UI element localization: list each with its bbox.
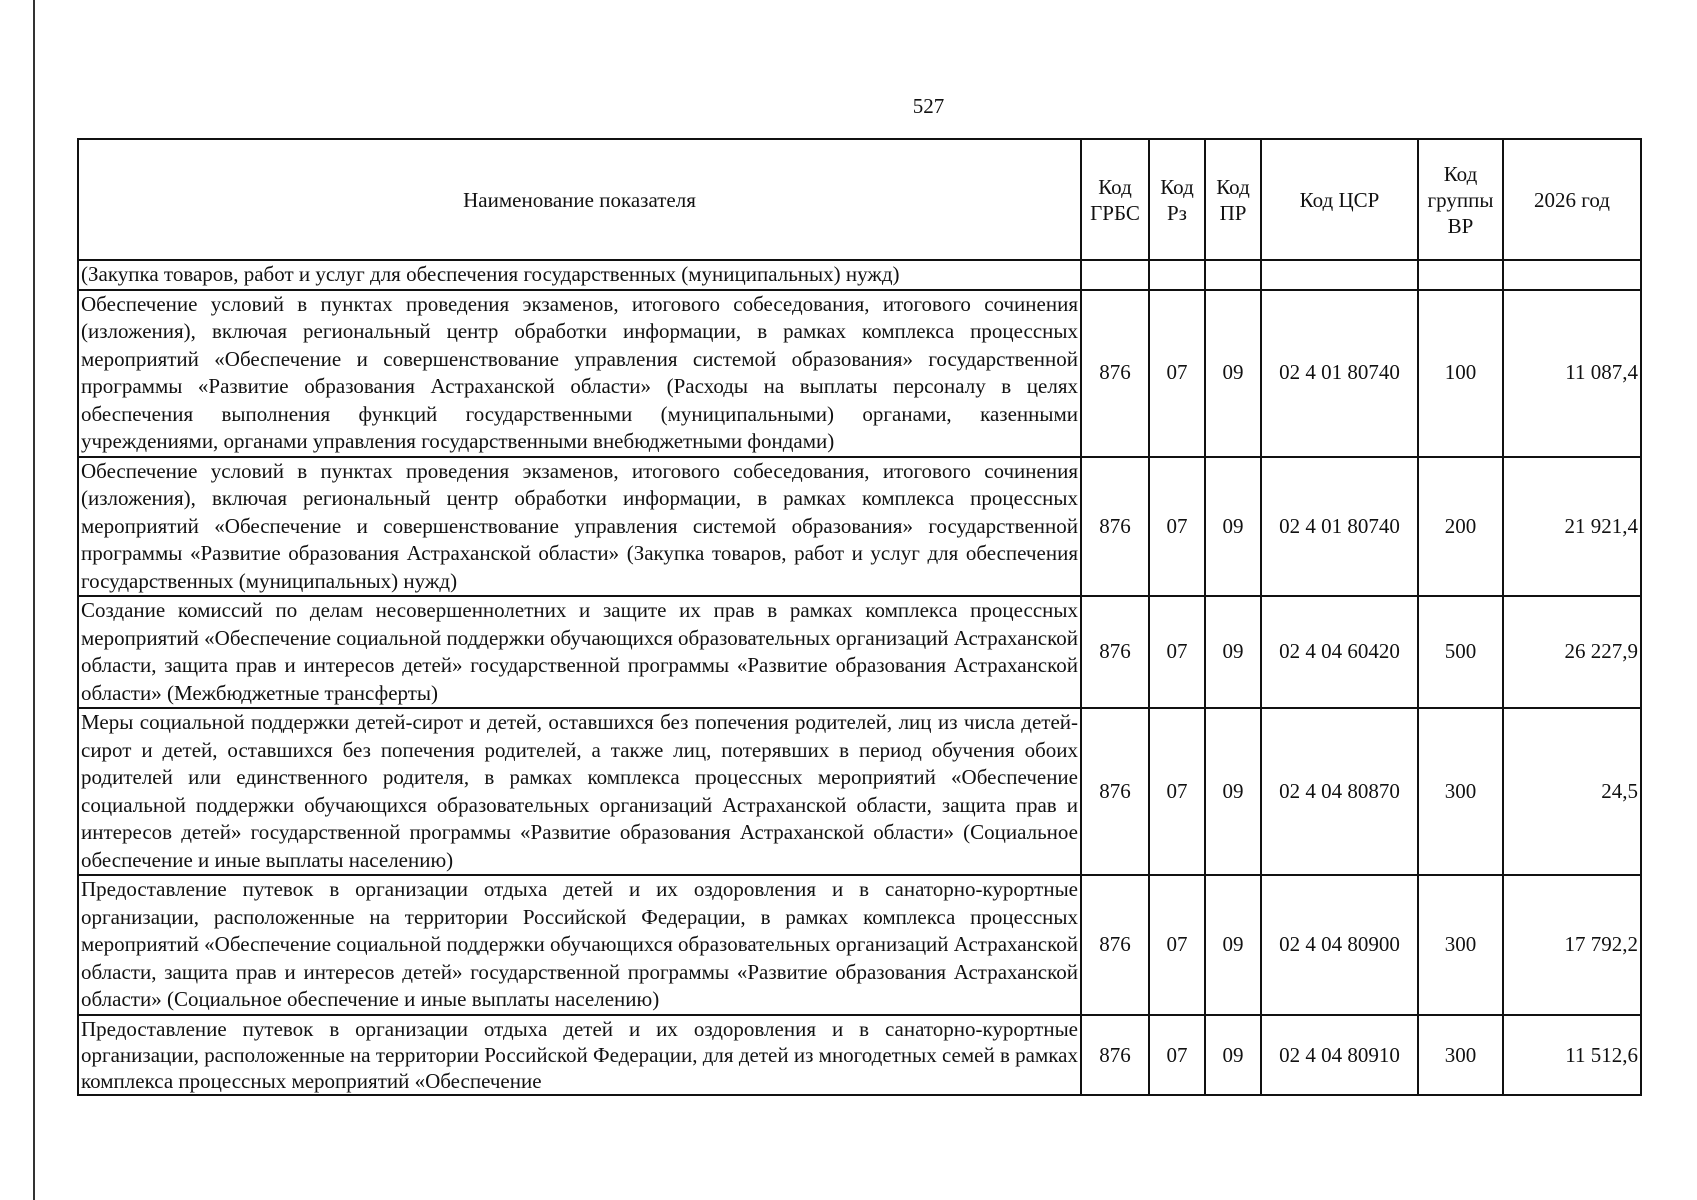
row-rz	[1149, 260, 1205, 290]
header-vr-line2: группы	[1427, 187, 1494, 212]
page-number: 527	[912, 94, 945, 118]
header-pr-line1: Код	[1216, 174, 1250, 199]
header-grbs-line2: ГРБС	[1090, 200, 1140, 225]
row-sum: 11 512,6	[1503, 1015, 1641, 1095]
row-name: Обеспечение условий в пунктах проведения экзаменов, итогового собеседования, итогового сочинения (изложения), включая региональный центр обработки информации, в рамках комплекса процессных мероприятий «Обеспечение и совершенствование управления системой образования» государственной программы «Развитие образования Астраханской области» (Закупка товаров, работ и услуг для обеспечения государственных (муниципальных) нужд)	[78, 457, 1081, 597]
row-grbs: 876	[1081, 457, 1149, 597]
row-grbs: 876	[1081, 1015, 1149, 1095]
header-year: 2026 год	[1503, 139, 1641, 260]
row-pr: 09	[1205, 596, 1261, 708]
table-row	[78, 596, 1641, 708]
row-grbs: 876	[1081, 290, 1149, 457]
row-name: Предоставление путевок в организации отдыха детей и их оздоровления и в санаторно-курортные организации, расположенные на территории Российской Федерации, в рамках комплекса процессных мероприятий «Обеспечение социальной поддержки обучающихся образовательных организаций Астраханской области, защита прав и интересов детей» государственной программы «Развитие образования Астраханской области» (Социальное обеспечение и иные выплаты населению)	[78, 875, 1081, 1015]
row-rz: 07	[1149, 708, 1205, 875]
table-row	[78, 1015, 1641, 1095]
row-vr: 500	[1418, 596, 1503, 708]
row-rz: 07	[1149, 290, 1205, 457]
row-name: Обеспечение условий в пунктах проведения экзаменов, итогового собеседования, итогового сочинения (изложения), включая региональный центр обработки информации, в рамках комплекса процессных мероприятий «Обеспечение и совершенствование управления системой образования» государственной программы «Развитие образования Астраханской области» (Расходы на выплаты персоналу в целях обеспечения выполнения функций государственными (муниципальными) органами, казенными учреждениями, органами управления государственными внебюджетными фондами)	[78, 290, 1081, 457]
row-vr: 300	[1418, 875, 1503, 1015]
row-pr: 09	[1205, 875, 1261, 1015]
header-rz-line1: Код	[1160, 174, 1194, 199]
row-sum: 24,5	[1503, 708, 1641, 875]
row-pr	[1205, 260, 1261, 290]
row-pr: 09	[1205, 708, 1261, 875]
row-rz: 07	[1149, 457, 1205, 597]
table-header-row	[78, 139, 1641, 260]
row-sum: 17 792,2	[1503, 875, 1641, 1015]
header-rz	[1149, 139, 1205, 260]
table-row	[78, 875, 1641, 1015]
row-grbs: 876	[1081, 708, 1149, 875]
row-vr: 200	[1418, 457, 1503, 597]
row-name: (Закупка товаров, работ и услуг для обеспечения государственных (муниципальных) нужд)	[78, 260, 1081, 290]
header-pr-line2: ПР	[1219, 200, 1247, 225]
row-vr: 100	[1418, 290, 1503, 457]
table-row	[78, 290, 1641, 457]
header-pr	[1205, 139, 1261, 260]
row-vr: 300	[1418, 1015, 1503, 1095]
row-csr: 02 4 04 80910	[1261, 1015, 1418, 1095]
header-vr-line1: Код	[1443, 161, 1478, 186]
row-rz: 07	[1149, 875, 1205, 1015]
table-row	[78, 457, 1641, 597]
header-grbs	[1081, 139, 1149, 260]
row-csr: 02 4 01 80740	[1261, 457, 1418, 597]
row-rz: 07	[1149, 596, 1205, 708]
row-name: Предоставление путевок в организации отдыха детей и их оздоровления и в санаторно-курортные организации, расположенные на территории Российской Федерации, для детей из многодетных семей в рамках комплекса процессных мероприятий «Обеспечение	[78, 1015, 1081, 1095]
binding-margin-line	[33, 0, 35, 1200]
table-row	[78, 260, 1641, 290]
row-sum	[1503, 260, 1641, 290]
row-pr: 09	[1205, 1015, 1261, 1095]
row-grbs: 876	[1081, 875, 1149, 1015]
row-vr	[1418, 260, 1503, 290]
row-grbs	[1081, 260, 1149, 290]
header-vr	[1418, 139, 1503, 260]
table-row	[78, 708, 1641, 875]
row-csr: 02 4 04 80900	[1261, 875, 1418, 1015]
row-sum: 11 087,4	[1503, 290, 1641, 457]
row-grbs: 876	[1081, 596, 1149, 708]
header-csr: Код ЦСР	[1261, 139, 1418, 260]
row-sum: 26 227,9	[1503, 596, 1641, 708]
row-name: Создание комиссий по делам несовершеннолетних и защите их прав в рамках комплекса процессных мероприятий «Обеспечение социальной поддержки обучающихся образовательных организаций Астраханской области, защита прав и интересов детей» государственной программы «Развитие образования Астраханской области» (Межбюджетные трансферты)	[78, 596, 1081, 708]
row-csr	[1261, 260, 1418, 290]
row-sum: 21 921,4	[1503, 457, 1641, 597]
header-vr-line3: ВР	[1447, 213, 1474, 238]
row-vr: 300	[1418, 708, 1503, 875]
row-csr: 02 4 04 80870	[1261, 708, 1418, 875]
header-name: Наименование показателя	[78, 139, 1081, 260]
row-pr: 09	[1205, 290, 1261, 457]
row-name: Меры социальной поддержки детей-сирот и детей, оставшихся без попечения родителей, лиц из числа детей-сирот и детей, оставшихся без попечения родителей, а также лиц, потерявших в период обучения обоих родителей или единственного родителя, в рамках комплекса процессных мероприятий «Обеспечение социальной поддержки обучающихся образовательных организаций Астраханской области, защита прав и интересов детей» государственной программы «Развитие образования Астраханской области» (Социальное обеспечение и иные выплаты населению)	[78, 708, 1081, 875]
header-grbs-line1: Код	[1098, 174, 1132, 199]
header-rz-line2: Рз	[1167, 200, 1187, 225]
budget-table	[77, 138, 1642, 1096]
row-csr: 02 4 04 60420	[1261, 596, 1418, 708]
row-pr: 09	[1205, 457, 1261, 597]
row-csr: 02 4 01 80740	[1261, 290, 1418, 457]
row-rz: 07	[1149, 1015, 1205, 1095]
